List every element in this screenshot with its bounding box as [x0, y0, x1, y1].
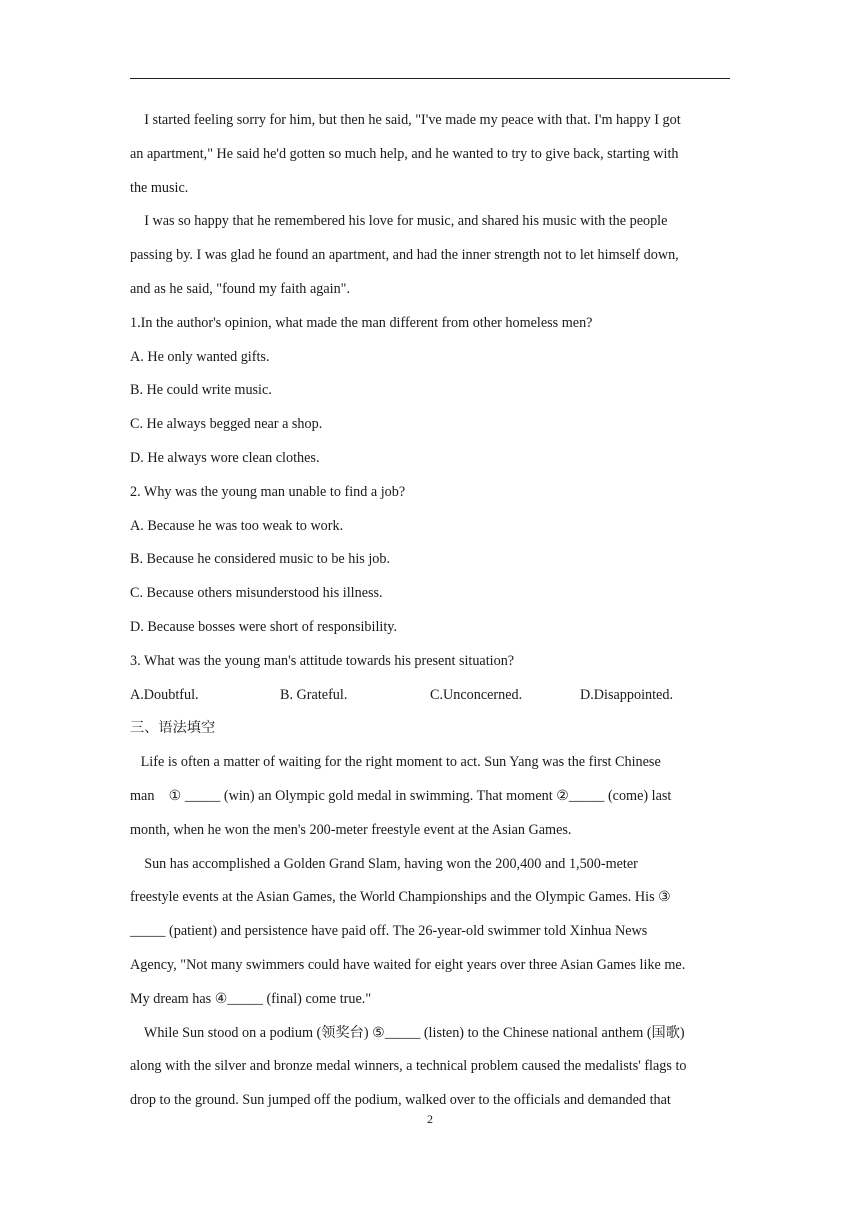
text-line: and as he said, "found my faith again".: [130, 280, 351, 297]
question-1: 1.In the author's opinion, what made the man different from other homeless men?: [130, 314, 593, 331]
text-line: passing by. I was glad he found an apartment, and had the inner strength not to let himself down,: [130, 247, 679, 264]
text-line: While Sun stood on a podium (领奖台) ⑤_____ (listen) to the Chinese national anthem (国歌): [130, 1024, 685, 1041]
section-heading: 三、语法填空: [130, 720, 216, 737]
option: C. Because others misunderstood his illness.: [130, 585, 383, 602]
text-line: along with the silver and bronze medal winners, a technical problem caused the medalists' flags to: [130, 1058, 687, 1075]
option-c: C.Unconcerned.: [430, 686, 523, 703]
text-line: Agency, "Not many swimmers could have waited for eight years over three Asian Games like me.: [130, 956, 686, 973]
text-line: month, when he won the men's 200-meter freestyle event at the Asian Games.: [130, 821, 572, 838]
option-a: A.Doubtful.: [130, 686, 199, 703]
option: C. He always begged near a shop.: [130, 416, 323, 433]
option: A. He only wanted gifts.: [130, 348, 270, 365]
option-d: D.Disappointed.: [580, 686, 673, 703]
text-line: I started feeling sorry for him, but then he said, "I've made my peace with that. I'm happy I got: [130, 112, 681, 128]
option-b: B. Grateful.: [280, 686, 348, 703]
page-body: [130, 104, 730, 1118]
text-line: an apartment," He said he'd gotten so much help, and he wanted to try to give back, starting with: [130, 145, 679, 162]
text-line: My dream has ④_____ (final) come true.": [130, 990, 372, 1007]
option: D. Because bosses were short of responsibility.: [130, 618, 398, 635]
text-line: Sun has accomplished a Golden Grand Slam, having won the 200,400 and 1,500-meter: [130, 855, 638, 872]
option: A. Because he was too weak to work.: [130, 517, 344, 534]
text-line: man ① _____ (win) an Olympic gold medal in swimming. That moment ②_____ (come) last: [130, 787, 672, 804]
header-rule: [130, 78, 730, 79]
option: B. Because he considered music to be his job.: [130, 551, 391, 568]
question-3-options: [130, 679, 730, 713]
text-line: Life is often a matter of waiting for the right moment to act. Sun Yang was the first Chinese: [130, 754, 661, 771]
text-line: drop to the ground. Sun jumped off the podium, walked over to the officials and demanded that: [130, 1092, 671, 1109]
text-line: freestyle events at the Asian Games, the World Championships and the Olympic Games. His ③: [130, 889, 671, 906]
text-line: I was so happy that he remembered his love for music, and shared his music with the people: [130, 213, 668, 230]
text-line: _____ (patient) and persistence have paid off. The 26-year-old swimmer told Xinhua News: [130, 923, 648, 940]
text-line: the music.: [130, 179, 189, 196]
option: B. He could write music.: [130, 382, 272, 399]
page-number: 2: [427, 1112, 433, 1126]
question-2: 2. Why was the young man unable to find a job?: [130, 483, 406, 500]
question-3: 3. What was the young man's attitude towards his present situation?: [130, 652, 515, 669]
option: D. He always wore clean clothes.: [130, 449, 320, 466]
